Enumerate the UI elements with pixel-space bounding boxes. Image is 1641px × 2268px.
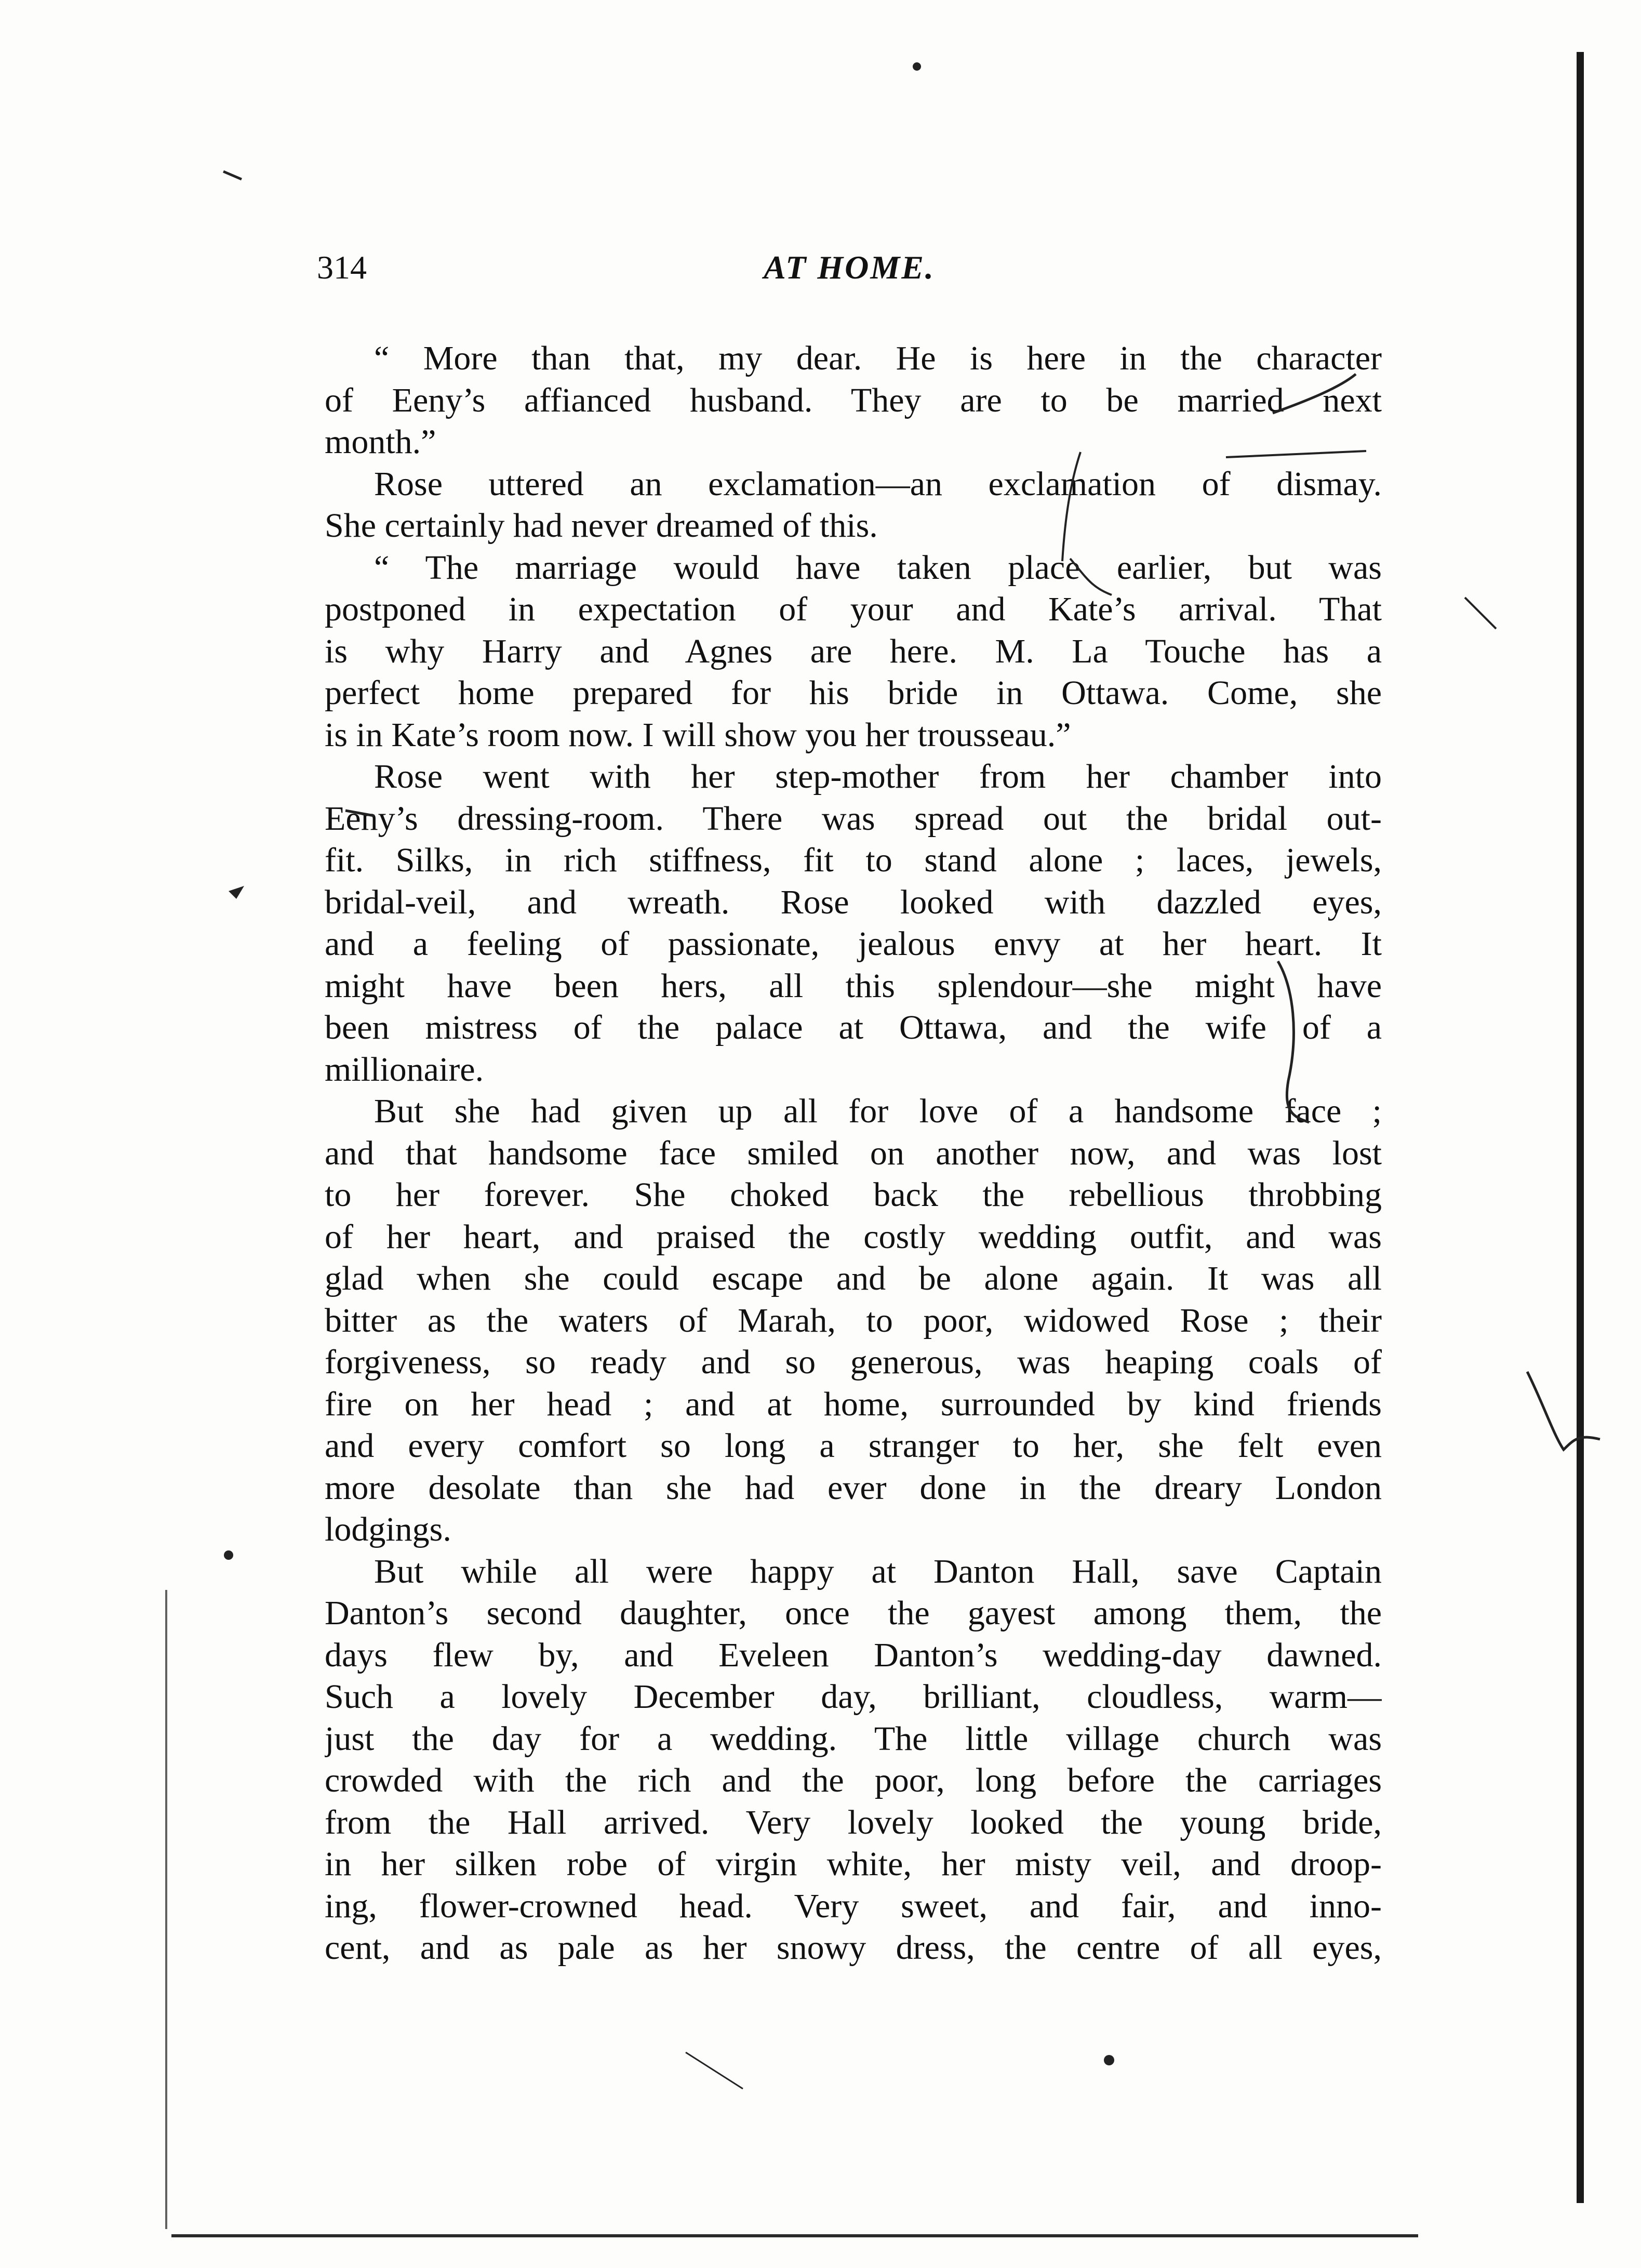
ink-mark-left — [229, 886, 244, 899]
text-line: days flew by, and Eveleen Danton’s wedding-day dawned. — [325, 1636, 1382, 1674]
ink-dot-left — [224, 1550, 233, 1560]
ink-mark-top-left — [223, 171, 242, 179]
left-edge-rule — [165, 1590, 167, 2229]
text-line: millionaire. — [325, 1050, 484, 1089]
text-line: glad when she could escape and be alone again. It was all — [325, 1259, 1382, 1297]
text-line: bitter as the waters of Marah, to poor, widowed Rose ; their — [325, 1301, 1382, 1339]
text-line: and a feeling of passionate, jealous envy at her heart. It — [325, 925, 1382, 963]
pencil-stroke-scribble — [1527, 1372, 1600, 1450]
text-line: of Eeny’s affianced husband. They are to be married next — [325, 381, 1382, 419]
text-line: perfect home prepared for his bride in Ottawa. Come, she — [325, 674, 1382, 712]
text-line: Rose uttered an exclamation—an exclamation of dismay. — [374, 465, 1382, 503]
text-line: fit. Silks, in rich stiffness, fit to stand alone ; laces, jewels, — [325, 841, 1382, 879]
text-line: just the day for a wedding. The little village church was — [325, 1719, 1382, 1758]
text-line: Such a lovely December day, brilliant, cloudless, warm— — [325, 1678, 1382, 1716]
text-line: been mistress of the palace at Ottawa, and the wife of a — [325, 1009, 1382, 1046]
text-line: Danton’s second daughter, once the gayest among them, the — [325, 1594, 1382, 1632]
text-line: But while all were happy at Danton Hall, save Captain — [374, 1552, 1382, 1590]
text-line: fire on her head ; and at home, surrounded by kind friends — [325, 1385, 1382, 1423]
text-line: is why Harry and Agnes are here. M. La Touche has a — [325, 632, 1382, 670]
text-line: Eeny’s dressing-room. There was spread out the bridal out- — [325, 799, 1382, 838]
text-line: bridal-veil, and wreath. Rose looked with dazzled eyes, — [325, 883, 1382, 921]
ink-dot-top — [913, 62, 921, 71]
running-head — [317, 244, 1382, 291]
text-line: from the Hall arrived. Very lovely looked the young bride, — [325, 1803, 1382, 1841]
bottom-edge-rule — [171, 2234, 1418, 2237]
text-line: lodgings. — [325, 1510, 451, 1548]
pencil-stroke-margin-right — [1465, 598, 1496, 629]
text-line: in her silken robe of virgin white, her misty veil, and droop- — [325, 1845, 1382, 1883]
text-line: “ The marriage would have taken place earlier, but was — [374, 548, 1382, 587]
text-line: is in Kate’s room now. I will show you her trousseau.” — [325, 715, 1071, 754]
text-line: more desolate than she had ever done in the dreary London — [325, 1468, 1382, 1507]
text-line: month.” — [325, 423, 436, 461]
text-line: But she had given up all for love of a handsome face ; — [374, 1092, 1382, 1130]
text-line: to her forever. She choked back the rebellious throbbing — [325, 1176, 1382, 1214]
text-line: crowded with the rich and the poor, long before the carriages — [325, 1761, 1382, 1799]
body-text — [325, 338, 1382, 1969]
page-number: 314 — [317, 249, 367, 286]
text-line: “ More than that, my dear. He is here in the character — [374, 339, 1382, 377]
text-line: cent, and as pale as her snowy dress, the centre of all eyes, — [325, 1929, 1382, 1967]
binding-edge-rule — [1577, 52, 1584, 2203]
text-line: forgiveness, so ready and so generous, was heaping coals of — [325, 1343, 1382, 1381]
pencil-stroke-bottom — [686, 2052, 743, 2089]
text-line: and every comfort so long a stranger to her, she felt even — [325, 1427, 1382, 1465]
text-line: ing, flower-crowned head. Very sweet, and fair, and inno- — [325, 1887, 1382, 1925]
text-line: might have been hers, all this splendour—she might have — [325, 966, 1382, 1005]
text-line: and that handsome face smiled on another now, and was lost — [325, 1134, 1382, 1172]
text-line: She certainly had never dreamed of this. — [325, 507, 878, 545]
ink-dot-bottom — [1104, 2055, 1114, 2065]
text-line: of her heart, and praised the costly wedding outfit, and was — [325, 1217, 1382, 1256]
text-line: Rose went with her step-mother from her chamber into — [374, 758, 1382, 795]
text-line: postponed in expectation of your and Kate’s arrival. That — [325, 590, 1382, 628]
running-title: AT HOME. — [764, 249, 935, 286]
